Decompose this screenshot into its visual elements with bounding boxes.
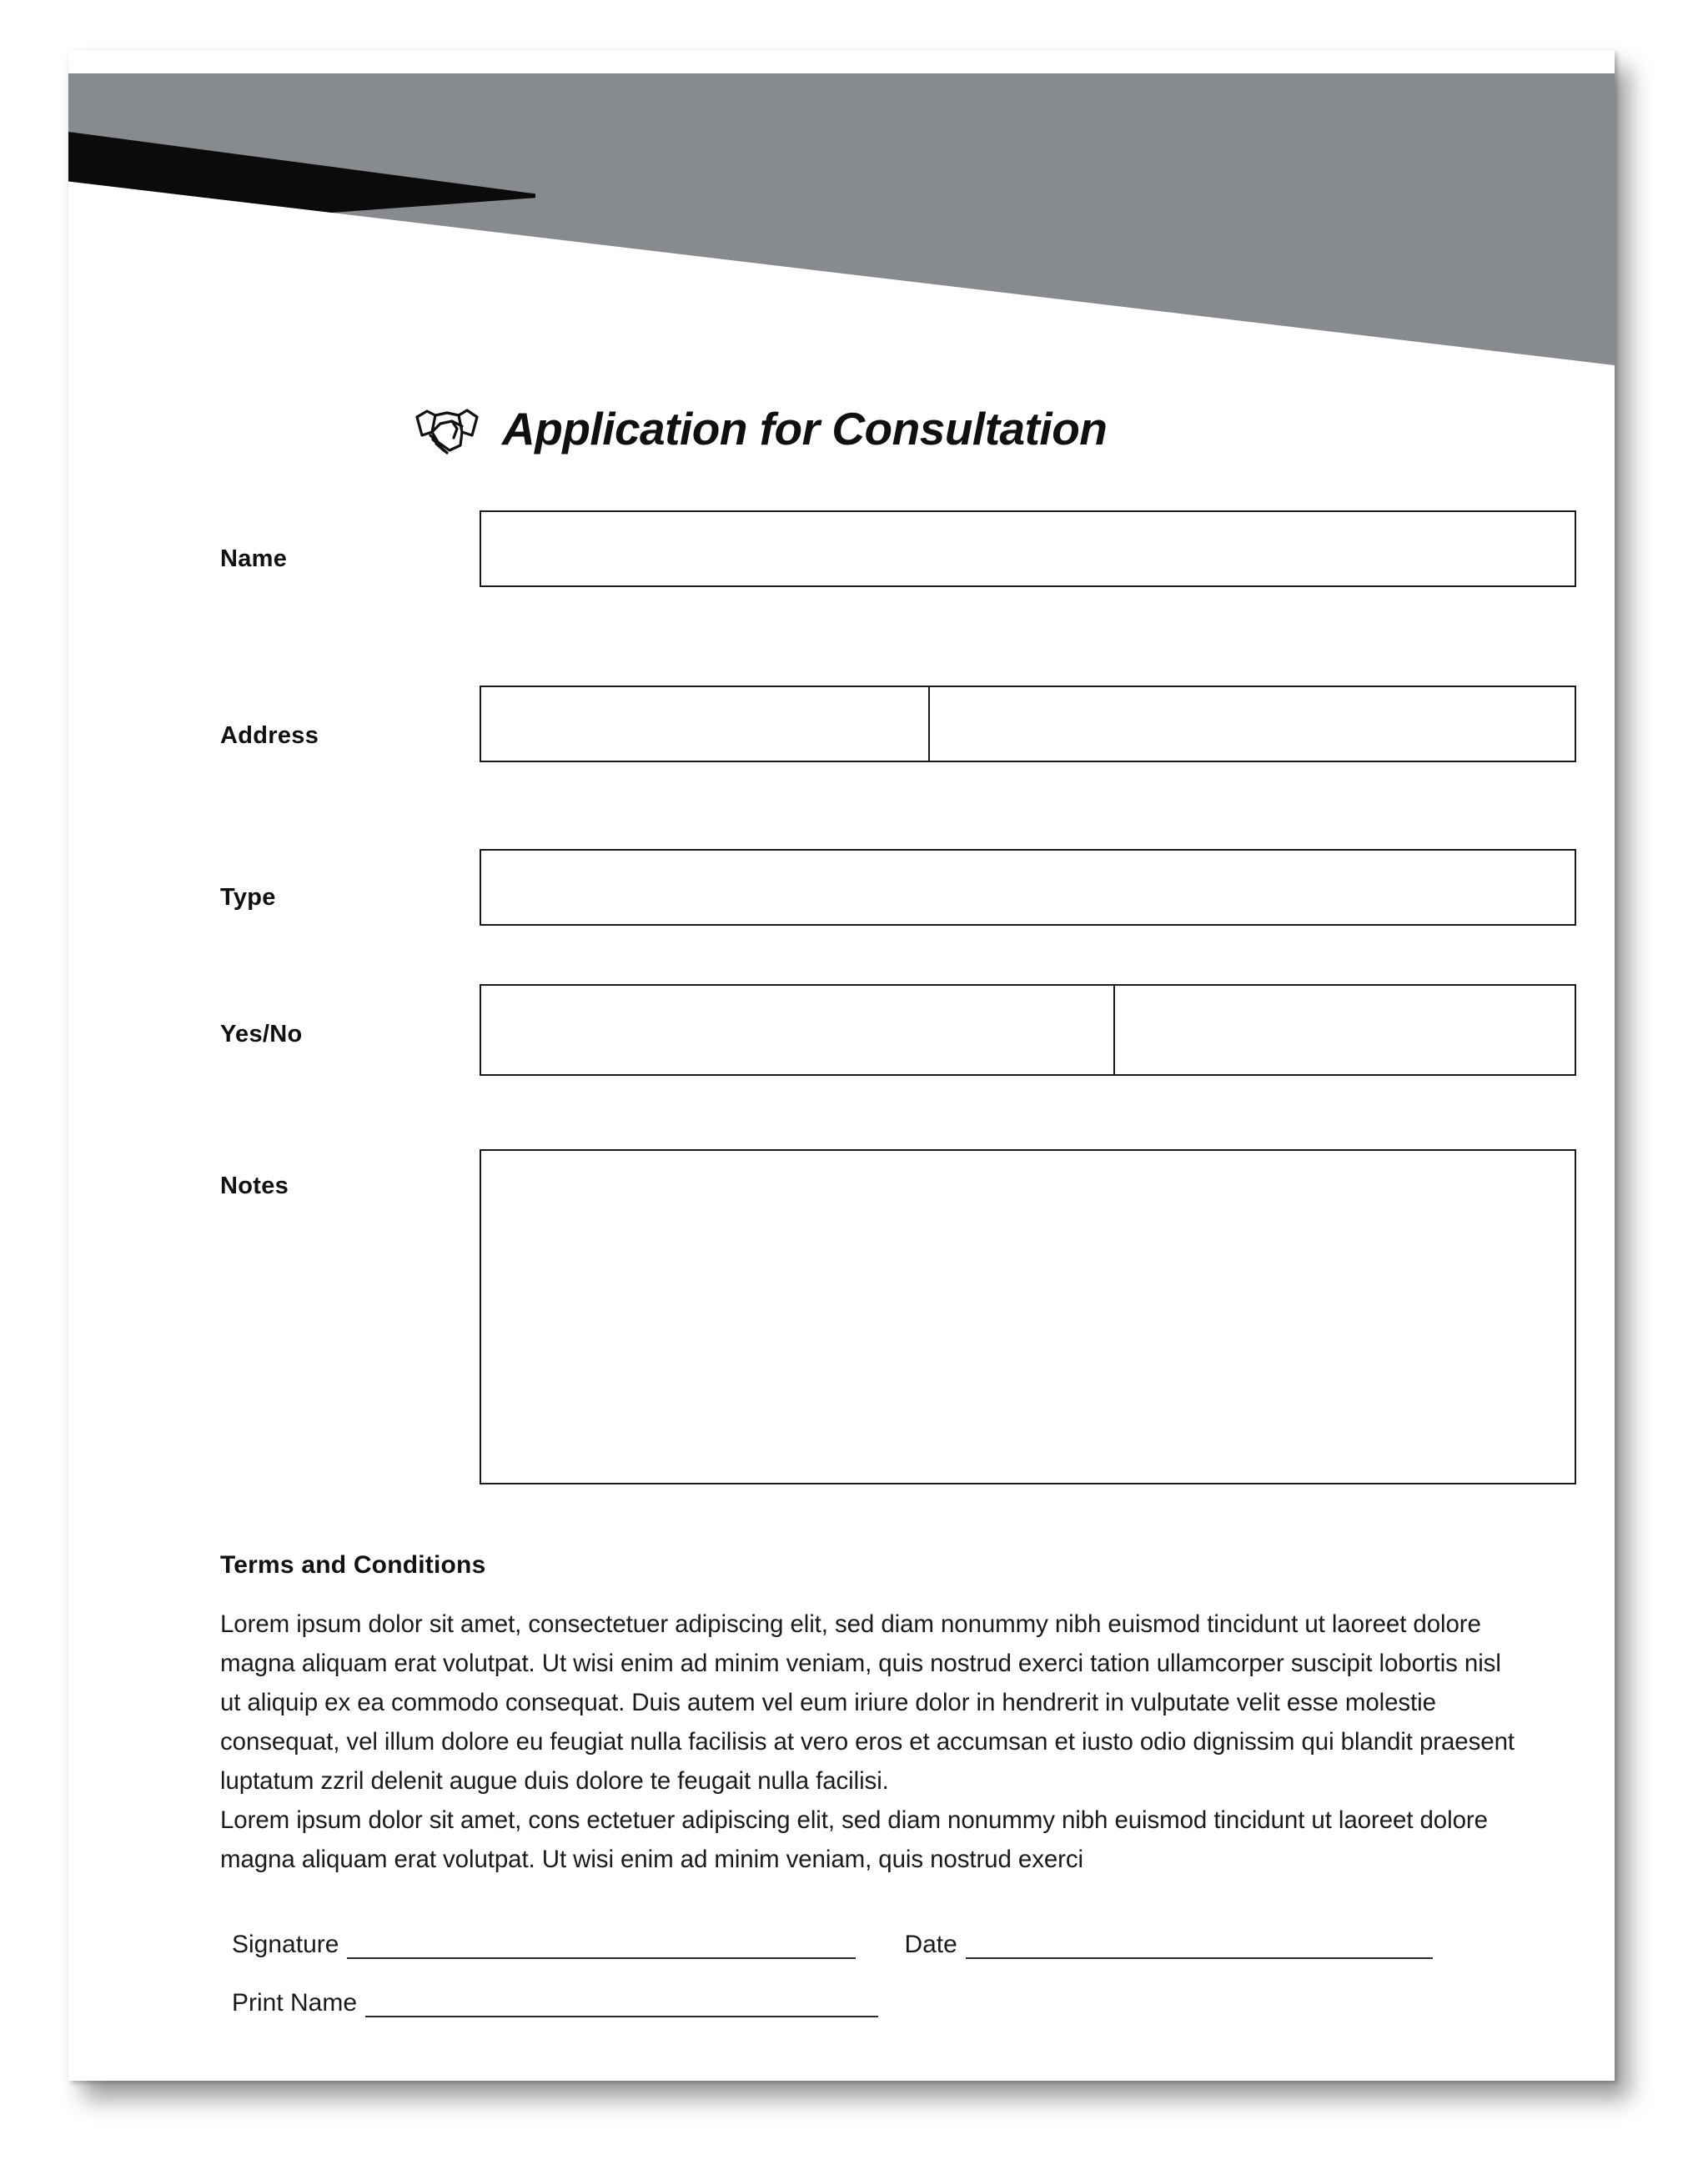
terms-paragraph-1: Lorem ipsum dolor sit amet, consectetuer adipiscing elit, sed diam nonummy nibh euismod tincidunt ut laoreet dolore magna aliquam erat volutpat. Ut wisi enim ad minim veniam, quis nostrud exerci tation ullamcorper suscipit lobortis nisl ut aliquip ex ea commodo consequat. Duis autem vel eum iriure dolor in hendrerit in vulputate velit esse molestie consequat, vel illum dolore eu feugiat nulla facilisis at vero eros et accumsan et iusto odio dignissim qui blandit praesent luptatum zzril delenit augue duis dolore te feugait nulla facilisi. [220,1610,1515,1795]
banner-black-wedge [68,132,535,232]
input-signature[interactable] [347,1937,856,1959]
print-name-row [232,1989,1500,2017]
signature-row [232,1931,1500,1959]
input-address-cell-1[interactable] [481,687,930,761]
input-yesno-cell-2[interactable] [1115,986,1575,1074]
document-page [68,50,1615,2081]
label-address: Address [220,722,319,749]
input-date[interactable] [966,1937,1433,1959]
input-address[interactable] [480,686,1576,762]
input-address-cell-2[interactable] [930,687,1575,761]
signature-section [232,1931,1500,2017]
input-notes-cell[interactable] [481,1151,1575,1483]
page-title: Application for Consultation [502,403,1108,455]
terms-heading: Terms and Conditions [220,1551,486,1579]
title-row [410,399,1107,459]
label-name: Name [220,545,288,572]
input-yesno-cell-1[interactable] [481,986,1115,1074]
label-notes: Notes [220,1173,289,1199]
date-group [904,1931,1432,1959]
input-type-cell[interactable] [481,851,1575,924]
label-date: Date [904,1931,957,1958]
input-yesno[interactable] [480,984,1576,1076]
input-name[interactable] [480,510,1576,587]
label-signature: Signature [232,1931,339,1958]
handshake-icon [410,399,484,459]
input-type[interactable] [480,849,1576,926]
terms-paragraph-2: Lorem ipsum dolor sit amet, cons ectetuer adipiscing elit, sed diam nonummy nibh euismod tincidunt ut laoreet dolore magna aliquam erat volutpat. Ut wisi enim ad minim veniam, quis nostrud exerci [220,1806,1488,1873]
label-print-name: Print Name [232,1989,358,2017]
label-type: Type [220,884,276,911]
terms-section [220,1551,1521,1879]
label-yesno: Yes/No [220,1021,303,1047]
input-notes[interactable] [480,1149,1576,1484]
input-print-name[interactable] [365,1996,878,2017]
input-name-cell[interactable] [481,512,1575,585]
header-banner [68,73,1615,365]
